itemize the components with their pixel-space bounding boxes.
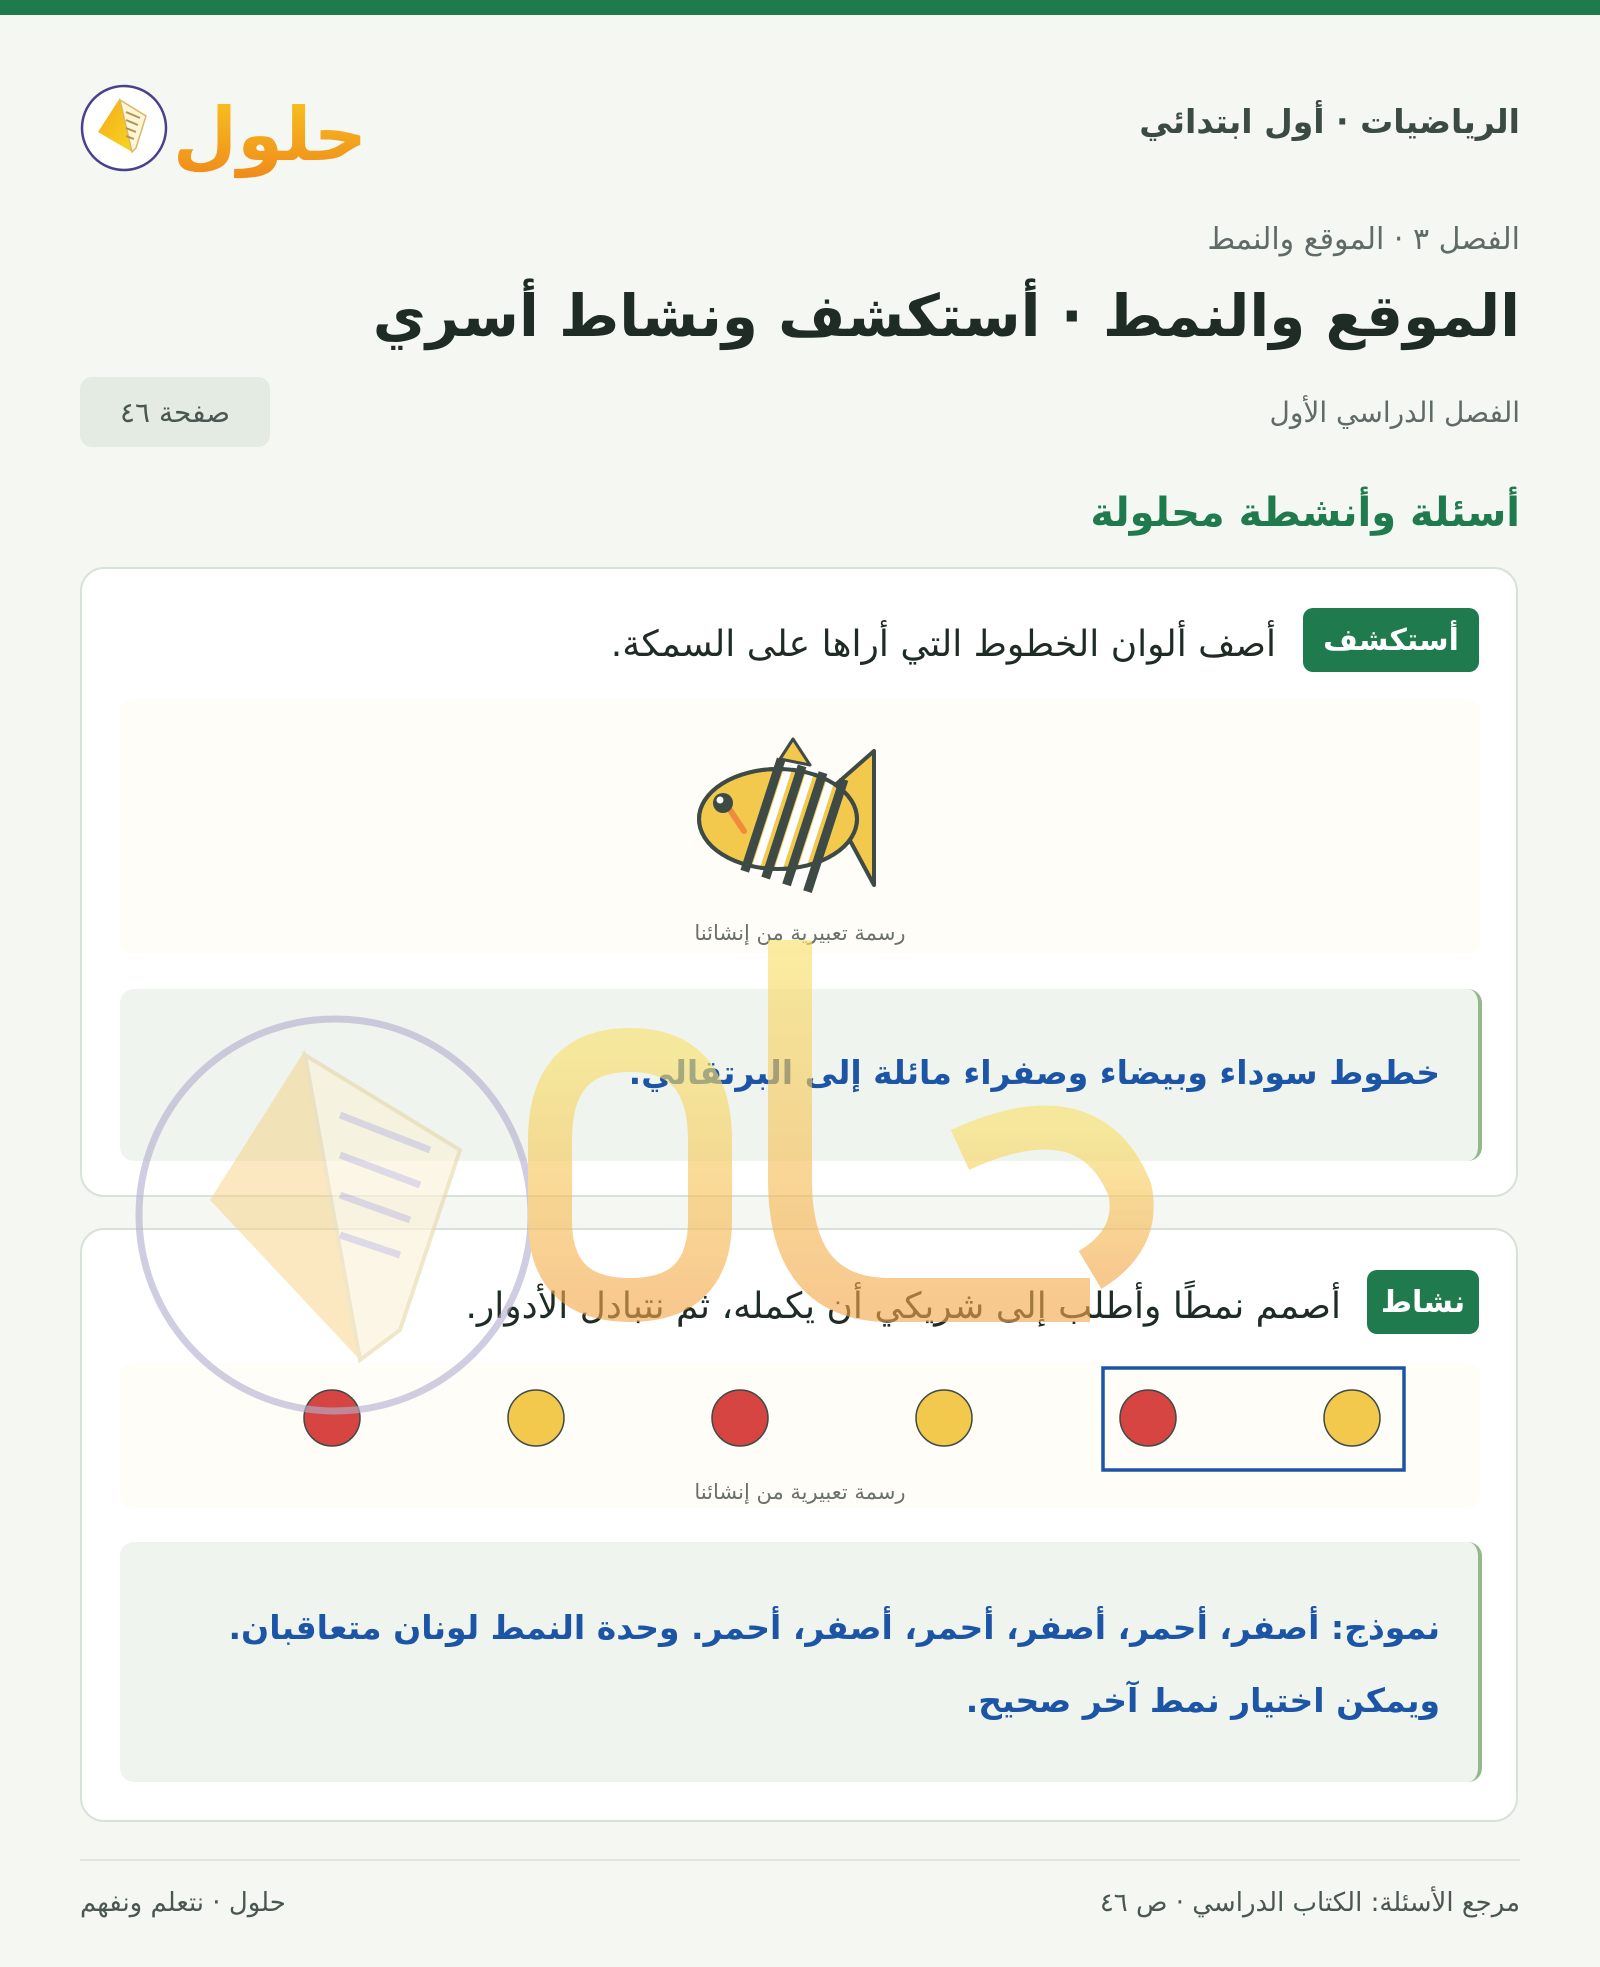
pattern-dot-5: [508, 1390, 564, 1446]
answer-line-2: ويمكن اختيار نمط آخر صحيح.: [965, 1681, 1440, 1720]
question-card-activity: [80, 1228, 1518, 1822]
answer-line-1: نموذج: أصفر، أحمر، أصفر، أحمر، أصفر، أحمر. وحدة النمط لونان متعاقبان.: [228, 1608, 1440, 1647]
chapter-label: الفصل ٣ · الموقع والنمط: [1207, 222, 1520, 257]
logo-text: حلول: [172, 92, 368, 178]
answer-text: خطوط سوداء وبيضاء وصفراء مائلة إلى البرتقالي.: [628, 1053, 1440, 1092]
figure-caption: رسمة تعبيرية من إنشائنا: [694, 1480, 906, 1504]
pattern-dot-1: [1324, 1390, 1380, 1446]
fish-illustration: [120, 699, 1480, 899]
pattern-figure: [120, 1363, 1480, 1508]
answer-box: [120, 1542, 1482, 1782]
brand-logo[interactable]: [80, 60, 380, 185]
question-text: أصف ألوان الخطوط التي أراها على السمكة.: [610, 624, 1276, 665]
color-pattern: [120, 1363, 1480, 1473]
activity-tag: نشاط: [1367, 1270, 1479, 1334]
footer-divider: [80, 1859, 1520, 1861]
footer-brand: حلول · نتعلم ونفهم: [80, 1888, 286, 1918]
lesson-title: الموقع والنمط · أستكشف ونشاط أسري: [372, 282, 1520, 350]
pattern-dot-4: [712, 1390, 768, 1446]
question-text: أصمم نمطًا وأطلب إلى شريكي أن يكمله، ثم نتبادل الأدوار.: [465, 1286, 1341, 1327]
subject-grade: الرياضيات · أول ابتدائي: [1139, 102, 1520, 141]
answer-box: [120, 989, 1482, 1161]
fish-figure: [120, 699, 1480, 954]
pattern-dot-2: [1120, 1390, 1176, 1446]
semester-label: الفصل الدراسي الأول: [1269, 396, 1520, 429]
pattern-dot-6: [304, 1390, 360, 1446]
top-accent-bar: [0, 0, 1600, 15]
page-header: [80, 60, 1520, 185]
section-heading: أسئلة وأنشطة محلولة: [1090, 490, 1520, 536]
book-logo-icon: [80, 60, 380, 185]
question-card-explore: [80, 567, 1518, 1197]
pattern-dot-3: [916, 1390, 972, 1446]
page-number-badge: صفحة ٤٦: [80, 377, 270, 447]
explore-tag: أستكشف: [1303, 608, 1479, 672]
footer-reference: مرجع الأسئلة: الكتاب الدراسي · ص ٤٦: [1099, 1888, 1520, 1918]
figure-caption: رسمة تعبيرية من إنشائنا: [694, 921, 906, 945]
